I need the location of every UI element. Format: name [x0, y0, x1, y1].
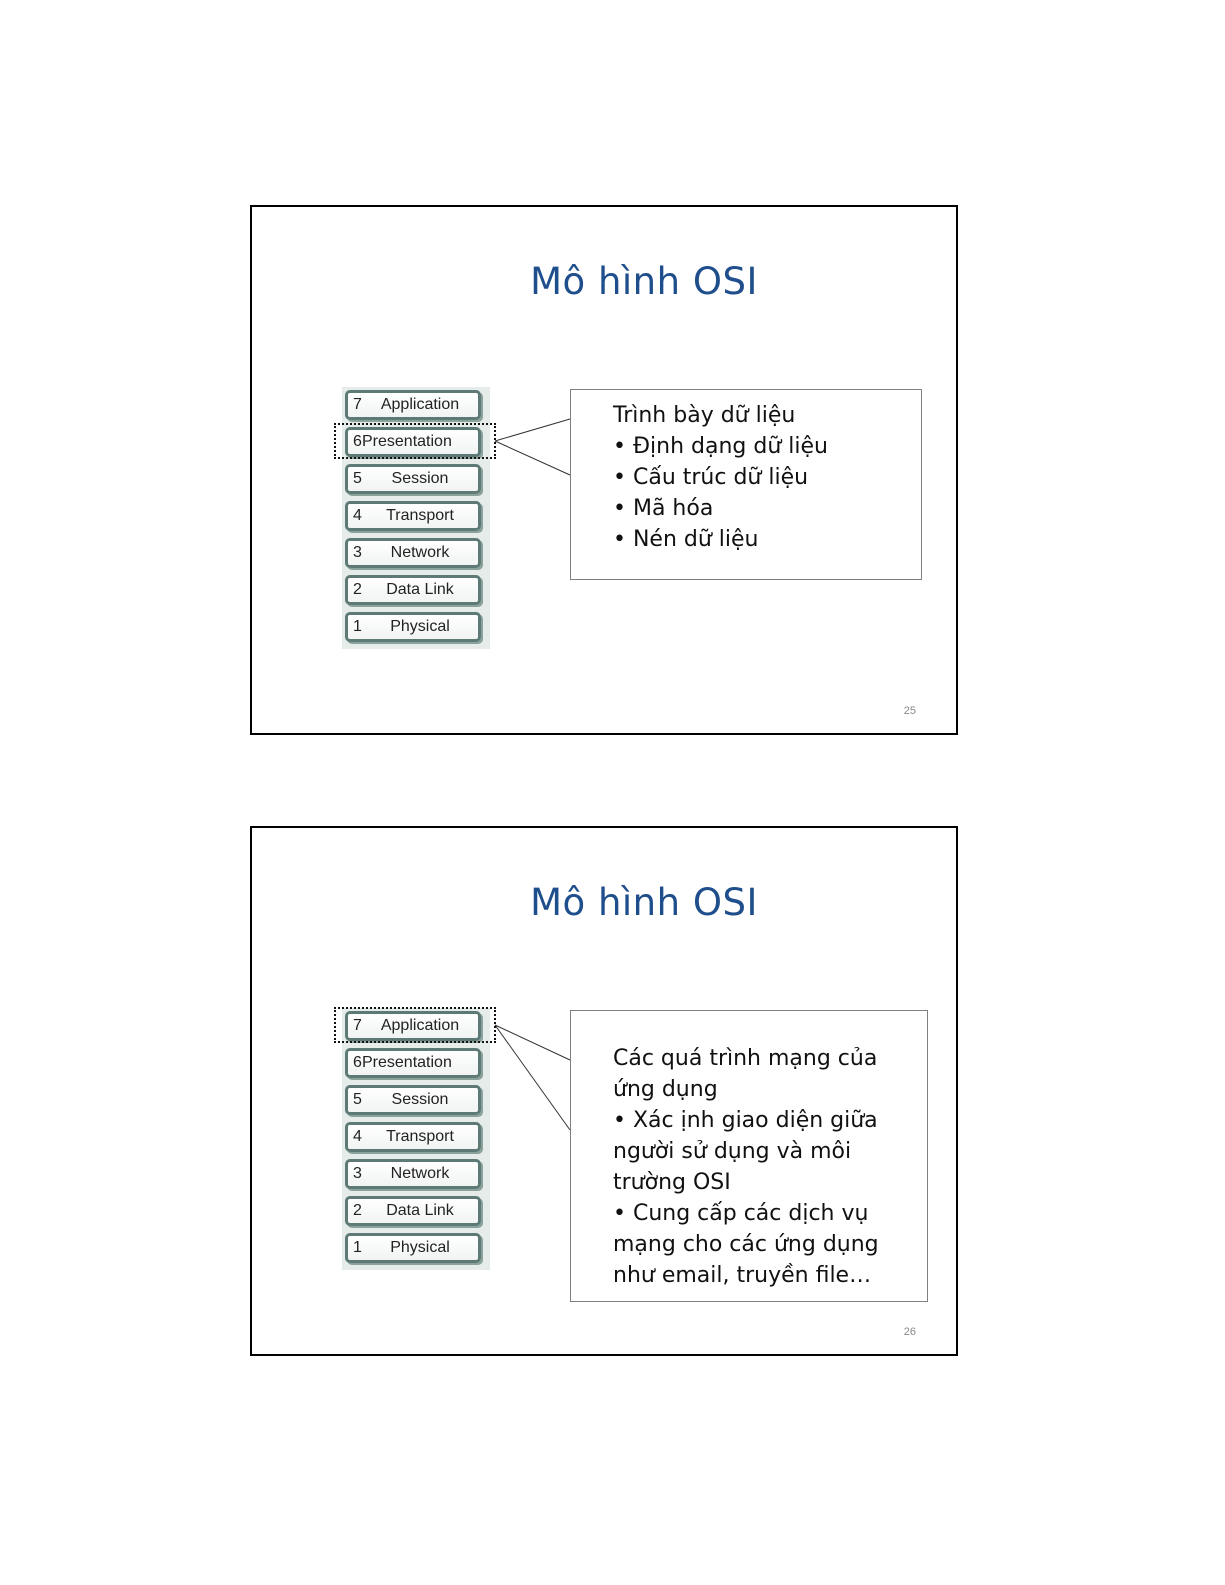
layer-number: 2: [353, 581, 362, 598]
layer-number: 4: [353, 1128, 362, 1145]
osi-layer-6: [345, 1048, 481, 1078]
layer-name: Session: [391, 1091, 449, 1108]
osi-layer-7: [345, 390, 481, 420]
osi-layer-3: [345, 1159, 481, 1189]
layer-number: 5: [353, 1091, 362, 1108]
callout-line: như email, truyền file…: [613, 1263, 872, 1288]
osi-layer-2: [345, 575, 481, 605]
callout-line: • Định dạng dữ liệu: [613, 434, 828, 459]
layer-number: 7: [353, 396, 362, 413]
callout-line: • Mã hóa: [613, 496, 714, 521]
callout-line: trường OSI: [613, 1170, 731, 1195]
highlight-presentation-layer: [334, 423, 496, 459]
slide-number: 25: [903, 705, 916, 717]
layer-name: Application: [380, 396, 460, 413]
layer-number: 6: [353, 1054, 362, 1071]
layer-name: Data Link: [386, 581, 454, 598]
osi-layer-1: [345, 612, 481, 642]
osi-layer-4: [345, 1122, 481, 1152]
layer-number: 7: [353, 1017, 362, 1034]
layer-name: Physical: [390, 618, 450, 635]
callout-box: [570, 1010, 928, 1302]
layer-number: 6: [353, 433, 362, 450]
layer-number: 3: [353, 1165, 362, 1182]
layer-number: 1: [353, 1239, 362, 1256]
slide-title: Mô hình OSI: [530, 881, 758, 924]
layer-number: 4: [353, 507, 362, 524]
callout-line: mạng cho các ứng dụng: [613, 1232, 879, 1257]
osi-layer-3: [345, 538, 481, 568]
layer-name: Transport: [386, 1128, 454, 1145]
layer-name: Presentation: [362, 1054, 452, 1071]
callout-heading: Các quá trình mạng của: [613, 1046, 878, 1071]
osi-layer-1: [345, 1233, 481, 1263]
highlight-application-layer: [334, 1007, 496, 1043]
slide-26: [250, 826, 958, 1356]
layer-number: 2: [353, 1202, 362, 1219]
slide-25: [250, 205, 958, 735]
layer-name: Presentation: [362, 433, 452, 450]
callout-line: • Cấu trúc dữ liệu: [613, 465, 809, 490]
callout-box: [570, 389, 922, 580]
callout-line: • Nén dữ liệu: [613, 527, 759, 552]
callout-heading: ứng dụng: [613, 1077, 718, 1102]
callout-line: • Xác ịnh giao diện giữa: [613, 1108, 878, 1133]
layer-name: Application: [380, 1017, 460, 1034]
layer-name: Network: [390, 544, 450, 561]
callout-line: • Cung cấp các dịch vụ: [613, 1201, 869, 1226]
osi-layer-stack: [342, 1008, 490, 1270]
osi-layer-5: [345, 1085, 481, 1115]
layer-name: Session: [391, 470, 449, 487]
osi-layer-2: [345, 1196, 481, 1226]
layer-number: 5: [353, 470, 362, 487]
layer-name: Network: [390, 1165, 450, 1182]
osi-layer-5: [345, 464, 481, 494]
slide-number: 26: [903, 1326, 916, 1338]
slide-title: Mô hình OSI: [530, 260, 758, 303]
layer-name: Physical: [390, 1239, 450, 1256]
layer-number: 1: [353, 618, 362, 635]
layer-name: Data Link: [386, 1202, 454, 1219]
callout-heading: Trình bày dữ liệu: [613, 403, 796, 428]
layer-number: 3: [353, 544, 362, 561]
callout-line: người sử dụng và môi: [613, 1139, 852, 1164]
osi-layer-4: [345, 501, 481, 531]
layer-name: Transport: [386, 507, 454, 524]
